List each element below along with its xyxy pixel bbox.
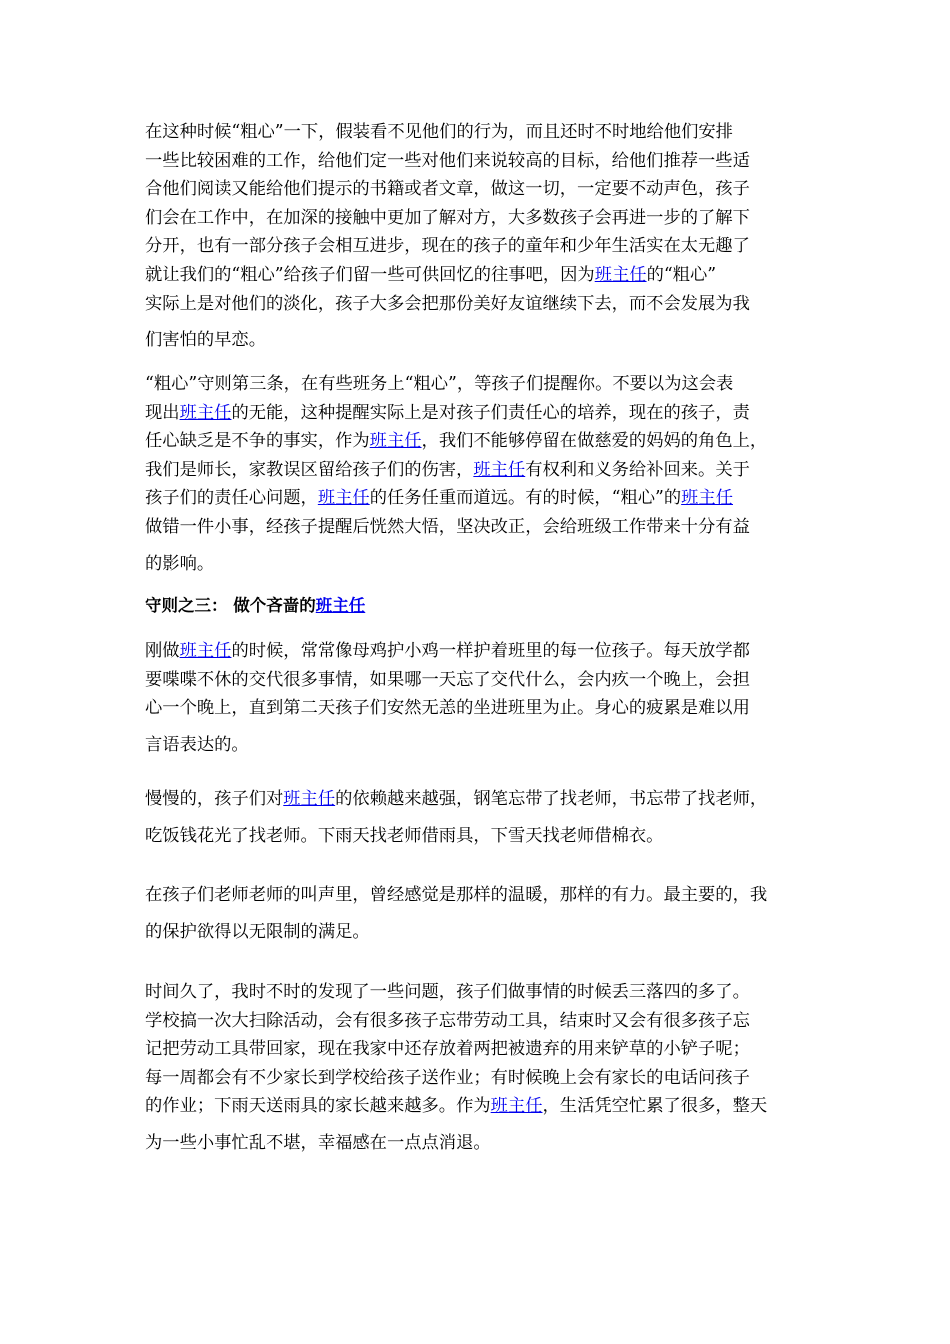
p6-line-5-text-b: ，生活凭空忙累了很多，整天 bbox=[542, 1096, 768, 1117]
banzhuren-link[interactable]: 班主任 bbox=[317, 488, 370, 509]
banzhuren-link[interactable]: 班主任 bbox=[283, 789, 336, 809]
p2-line-2-text-b: 的无能，这种提醒实际上是对孩子们责任心的培养，现在的孩子，责 bbox=[231, 402, 750, 423]
banzhuren-link[interactable]: 班主任 bbox=[594, 264, 647, 285]
p2-line-3-text-b: ，我们不能够停留在做慈爱的妈妈的角色上， bbox=[421, 431, 768, 452]
banzhuren-link[interactable]: 班主任 bbox=[369, 431, 422, 452]
banzhuren-link[interactable]: 班主任 bbox=[490, 1096, 543, 1117]
p1-line-1: 在这种时候“粗心”一下，假装看不见他们的行为，而且还时不时地给他们安排 bbox=[145, 122, 733, 142]
paragraph-2 bbox=[145, 370, 767, 578]
p1-line-6-text-b: 的“粗心” bbox=[646, 264, 717, 285]
p6-line-5-text-a: 的作业；下雨天送雨具的家长越来越多。作为 bbox=[145, 1096, 491, 1117]
paragraph-5 bbox=[145, 881, 767, 946]
section-heading bbox=[145, 592, 365, 620]
p1-line-5: 分开，也有一部分孩子会相互进步，现在的孩子的童年和少年生活实在太无趣了 bbox=[145, 236, 750, 257]
p3-line-3: 心一个晚上，直到第二天孩子们安然无恙的坐进班里为止。身心的疲累是难以用 bbox=[145, 698, 750, 719]
p3-line-4: 言语表达的。 bbox=[145, 734, 249, 755]
paragraph-4 bbox=[145, 785, 767, 850]
p1-line-7: 实际上是对他们的淡化，孩子大多会把那份美好友谊继续下去，而不会发展为我 bbox=[145, 293, 750, 314]
heading-banzhuren-link[interactable]: 班主任 bbox=[315, 596, 366, 615]
p2-line-3 bbox=[145, 427, 767, 456]
banzhuren-link[interactable]: 班主任 bbox=[179, 641, 232, 661]
p2-line-5-text-b: 的任务任重而道远。有的时候，“粗心”的 bbox=[369, 488, 682, 509]
banzhuren-link[interactable]: 班主任 bbox=[473, 459, 526, 480]
p6-line-6: 为一些小事忙乱不堪，幸福感在一点点消退。 bbox=[145, 1132, 491, 1153]
p2-line-2 bbox=[145, 399, 767, 428]
p1-line-2: 一些比较困难的工作，给他们定一些对他们来说较高的目标，给他们推荐一些适 bbox=[145, 150, 750, 171]
p1-line-4: 们会在工作中，在加深的接触中更加了解对方，大多数孩子会再进一步的了解下 bbox=[145, 207, 750, 228]
p2-line-7: 的影响。 bbox=[145, 553, 215, 574]
p2-line-4-text-a: 我们是师长，家教误区留给孩子们的伤害， bbox=[145, 459, 474, 480]
banzhuren-link[interactable]: 班主任 bbox=[681, 488, 733, 509]
p2-line-4 bbox=[145, 456, 767, 485]
p4-line-1 bbox=[145, 785, 767, 814]
p2-line-6: 做错一件小事，经孩子提醒后恍然大悟，坚决改正，会给班级工作带来十分有益 bbox=[145, 516, 750, 537]
p3-line-1 bbox=[145, 637, 750, 666]
banzhuren-link[interactable]: 班主任 bbox=[179, 402, 232, 423]
p2-line-5-text-a: 孩子们的责任心问题， bbox=[145, 488, 318, 509]
p2-line-5 bbox=[145, 484, 767, 513]
p6-line-3: 记把劳动工具带回家，现在我家中还存放着两把被遗弃的用来铲草的小铲子呢； bbox=[145, 1039, 750, 1060]
p2-line-1: “粗心”守则第三条，在有些班务上“粗心”，等孩子们提醒你。不要以为这会表 bbox=[145, 374, 734, 394]
p6-line-2: 学校搞一次大扫除活动，会有很多孩子忘带劳动工具，结束时又会有很多孩子忘 bbox=[145, 1010, 750, 1031]
paragraph-3 bbox=[145, 637, 750, 759]
p6-line-5 bbox=[145, 1092, 767, 1121]
p3-line-2: 要喋喋不休的交代很多事情，如果哪一天忘了交代什么，会内疚一个晚上，会担 bbox=[145, 669, 750, 690]
p4-line-1-text-a: 慢慢的，孩子们对 bbox=[145, 789, 284, 809]
p4-line-2: 吃饭钱花光了找老师。下雨天找老师借雨具，下雪天找老师借棉衣。 bbox=[145, 825, 664, 846]
p3-line-1-text-a: 刚做 bbox=[145, 641, 180, 661]
p1-line-8: 们害怕的早恋。 bbox=[145, 330, 266, 351]
p6-line-1: 时间久了，我时不时的发现了一些问题，孩子们做事情的时候丢三落四的多了。 bbox=[145, 982, 750, 1002]
p1-line-6 bbox=[145, 261, 750, 290]
p1-line-3: 合他们阅读又能给他们提示的书籍或者文章，做这一切，一定要不动声色，孩子 bbox=[145, 179, 750, 200]
p2-line-2-text-a: 现出 bbox=[145, 402, 180, 423]
p1-line-6-text-a: 就让我们的“粗心”给孩子们留一些可供回忆的往事吧，因为 bbox=[145, 264, 595, 285]
paragraph-6 bbox=[145, 978, 767, 1158]
p2-line-4-text-b: 有权利和义务给补回来。关于 bbox=[525, 459, 750, 480]
p5-line-2: 的保护欲得以无限制的满足。 bbox=[145, 921, 370, 942]
p2-line-3-text-a: 任心缺乏是不争的事实，作为 bbox=[145, 431, 370, 452]
p4-line-1-text-b: 的依赖越来越强，钢笔忘带了找老师，书忘带了找老师， bbox=[335, 789, 768, 809]
p5-line-1: 在孩子们老师老师的叫声里，曾经感觉是那样的温暖，那样的有力。最主要的，我 bbox=[145, 885, 768, 905]
heading-text: 守则之三： 做个吝啬的 bbox=[145, 596, 316, 615]
paragraph-1 bbox=[145, 118, 750, 355]
p3-line-1-text-b: 的时候，常常像母鸡护小鸡一样护着班里的每一位孩子。每天放学都 bbox=[231, 641, 750, 661]
p6-line-4: 每一周都会有不少家长到学校给孩子送作业；有时候晚上会有家长的电话问孩子 bbox=[145, 1067, 750, 1088]
